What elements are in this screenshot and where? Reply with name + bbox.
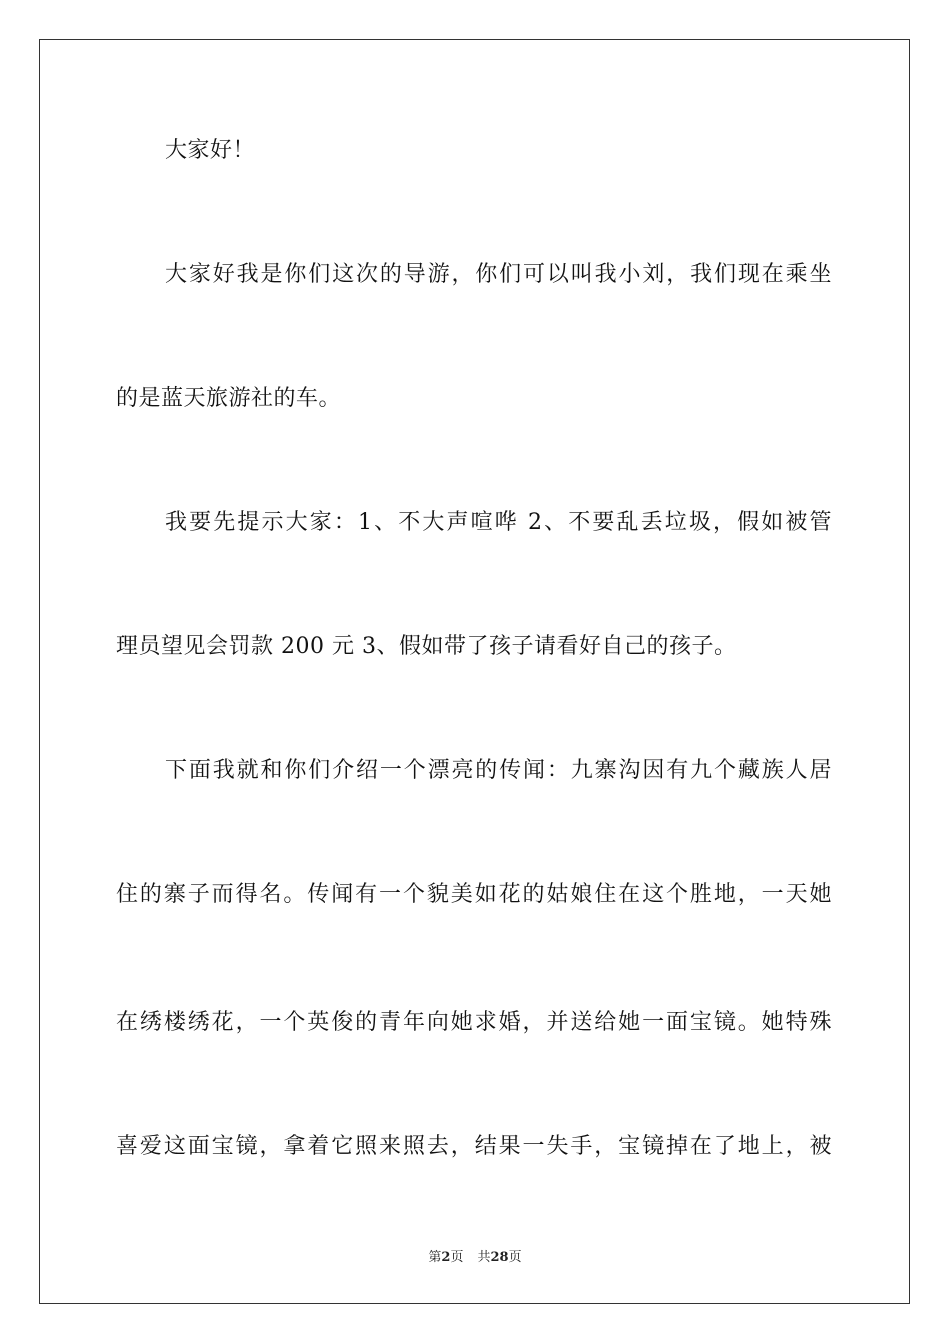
greeting-line: 大家好！ <box>165 138 256 163</box>
page-suffix: 页 <box>450 1250 464 1265</box>
paragraph-2-line-2: 理员望见会罚款 200 元 3、假如带了孩子请看好自己的孩子。 <box>116 634 737 659</box>
page-number: 2 <box>441 1250 451 1265</box>
paragraph-3-line-3: 在绣楼绣花，一个英俊的青年向她求婚，并送给她一面宝镜。她特殊 <box>116 1010 832 1035</box>
page-border <box>39 39 910 1304</box>
paragraph-3-line-2: 住的寨子而得名。传闻有一个貌美如花的姑娘住在这个胜地，一天她 <box>116 882 832 907</box>
page-prefix: 第 <box>428 1250 442 1265</box>
paragraph-3-line-1: 下面我就和你们介绍一个漂亮的传闻：九寨沟因有九个藏族人居 <box>165 758 832 783</box>
total-suffix: 页 <box>508 1250 522 1265</box>
paragraph-3-line-4: 喜爱这面宝镜，拿着它照来照去，结果一失手，宝镜掉在了地上，被 <box>116 1134 832 1159</box>
paragraph-2-line-1: 我要先提示大家：1、不大声喧哗 2、不要乱丢垃圾，假如被管 <box>165 510 832 535</box>
paragraph-1-line-2: 的是蓝天旅游社的车。 <box>116 386 342 411</box>
page-footer <box>0 1246 950 1265</box>
paragraph-1-line-1: 大家好我是你们这次的导游，你们可以叫我小刘，我们现在乘坐 <box>165 262 832 287</box>
total-pages: 28 <box>490 1250 509 1265</box>
total-prefix: 共 <box>477 1250 491 1265</box>
